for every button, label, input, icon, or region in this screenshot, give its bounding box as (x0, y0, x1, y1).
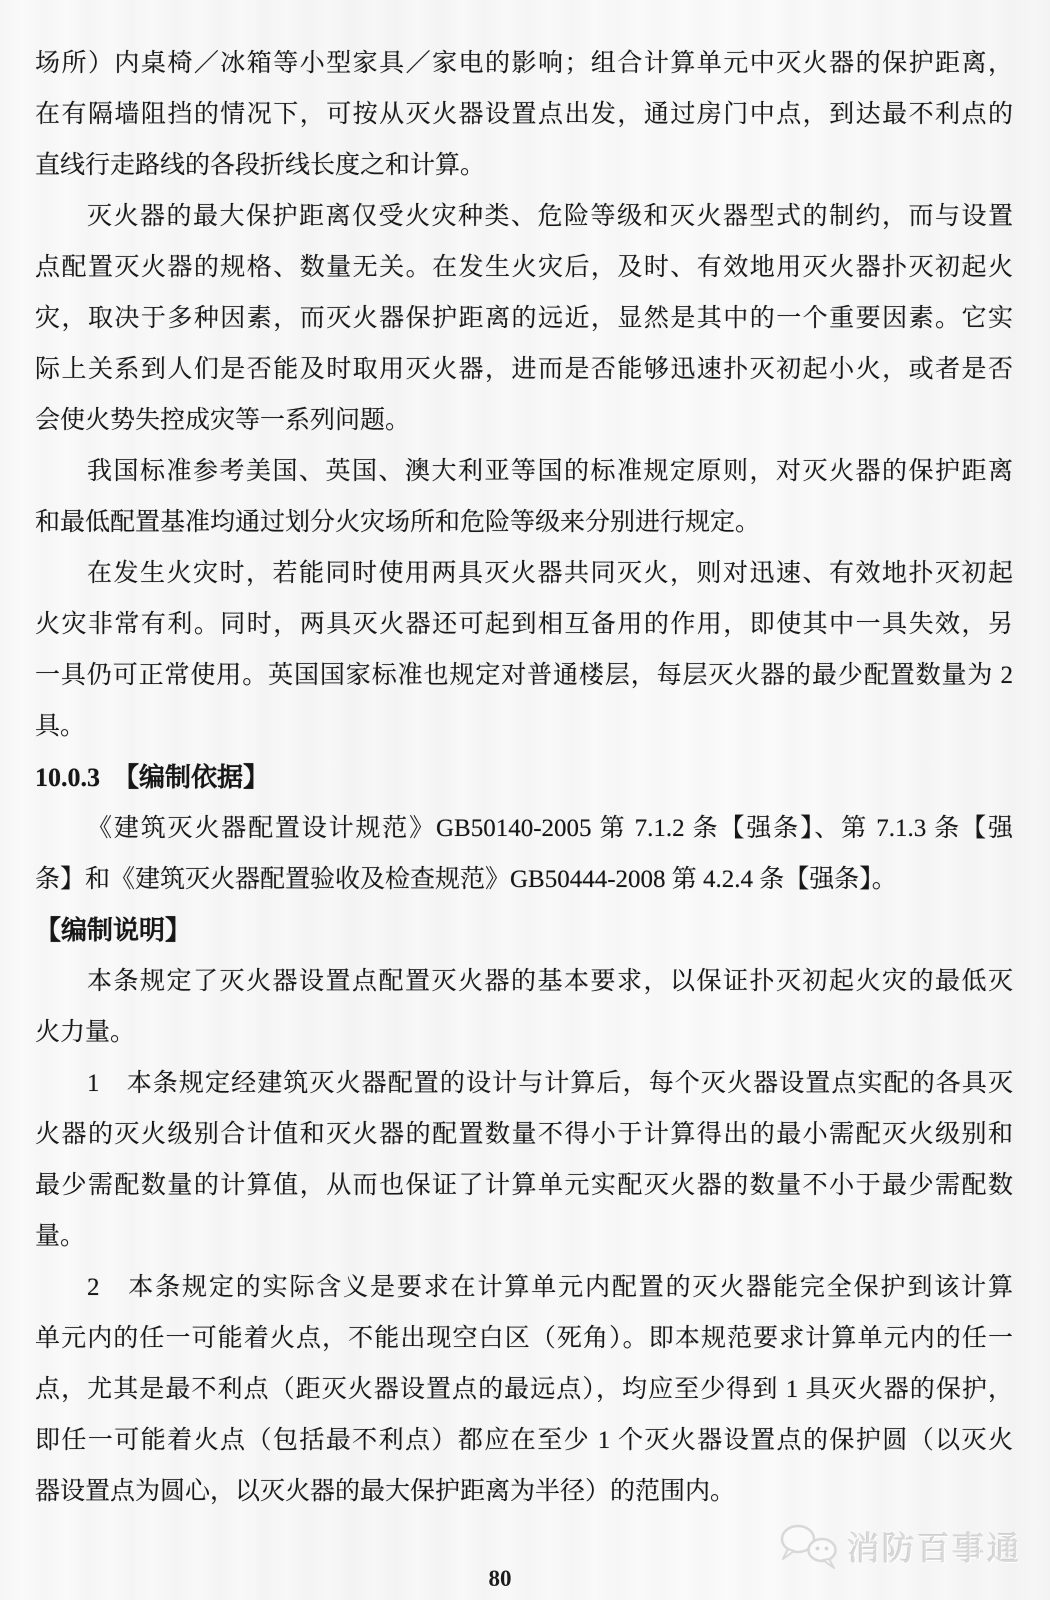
text-line: 在发生火灾时，若能同时使用两具灭火器共同灭火，则对迅速、有效地扑灭初起 (87, 560, 1013, 587)
text-line: 量。 (35, 1223, 86, 1250)
page-number: 80 (488, 1566, 512, 1591)
text-line: 灭火器的最大保护距离仅受火灾种类、危险等级和灭火器型式的制约，而与设置 (87, 203, 1013, 230)
chat-bubbles-icon (777, 1520, 843, 1572)
text-line: 点，尤其是最不利点（距灭火器设置点的最远点），均应至少得到 1 具灭火器的保护， (35, 1376, 1013, 1403)
text-line: 点配置灭火器的规格、数量无关。在发生火灾后，及时、有效地用灭火器扑灭初起火 (35, 254, 1013, 281)
numbered-item-1-line: 1 本条规定经建筑灭火器配置的设计与计算后，每个灭火器设置点实配的各具灭 (87, 1070, 1013, 1097)
text-line: 一具仍可正常使用。英国国家标准也规定对普通楼层，每层灭火器的最少配置数量为 2 (35, 662, 1013, 689)
text-line: 火器的灭火级别合计值和灭火器的配置数量不得小于计算得出的最小需配灭火级别和 (35, 1121, 1013, 1148)
text-line: 《建筑灭火器配置设计规范》GB50140-2005 第 7.1.2 条【强条】、第 7.1.3 条【强 (87, 815, 1013, 842)
text-line: 条】和《建筑灭火器配置验收及检查规范》GB50444-2008 第 4.2.4 条【强条】。 (35, 866, 897, 893)
text-line: 在有隔墙阻挡的情况下，可按从灭火器设置点出发，通过房门中点，到达最不利点的 (35, 101, 1013, 128)
text-line: 场所）内桌椅／冰箱等小型家具／家电的影响；组合计算单元中灭火器的保护距离， (35, 50, 1013, 77)
text-line: 我国标准参考美国、英国、澳大利亚等国的标准规定原则，对灭火器的保护距离 (87, 458, 1013, 485)
text-line: 具。 (35, 713, 86, 740)
text-line: 会使火势失控成灾等一系列问题。 (35, 407, 411, 434)
text-line: 际上关系到人们是否能及时取用灭火器，进而是否能够迅速扑灭初起小火，或者是否 (35, 356, 1013, 383)
text-line: 火力量。 (35, 1019, 136, 1046)
text-line: 本条规定了灭火器设置点配置灭火器的基本要求，以保证扑灭初起火灾的最低灭 (87, 968, 1013, 995)
watermark (777, 1520, 1022, 1572)
heading-compilation-basis: 10.0.3 【编制依据】 (35, 763, 270, 792)
text-line: 单元内的任一可能着火点，不能出现空白区（死角）。即本规范要求计算单元内的任一 (35, 1325, 1013, 1352)
text-line: 灾，取决于多种因素，而灭火器保护距离的远近，显然是其中的一个重要因素。它实 (35, 305, 1013, 332)
heading-compilation-notes: 【编制说明】 (35, 916, 192, 945)
text-line: 最少需配数量的计算值，从而也保证了计算单元实配灭火器的数量不小于最少需配数 (35, 1172, 1013, 1199)
text-line: 直线行走路线的各段折线长度之和计算。 (35, 152, 486, 179)
text-line: 器设置点为圆心，以灭火器的最大保护距离为半径）的范围内。 (35, 1478, 736, 1505)
text-line: 火灾非常有利。同时，两具灭火器还可起到相互备用的作用，即使其中一具失效，另 (35, 611, 1013, 638)
text-line: 和最低配置基准均通过划分火灾场所和危险等级来分别进行规定。 (35, 509, 761, 536)
document-text-block (35, 38, 1013, 1517)
text-line: 即任一可能着火点（包括最不利点）都应在至少 1 个灭火器设置点的保护圆（以灭火 (35, 1427, 1013, 1454)
numbered-item-2-line: 2 本条规定的实际含义是要求在计算单元内配置的灭火器能完全保护到该计算 (87, 1274, 1013, 1301)
watermark-label: 消防百事通 (847, 1531, 1022, 1568)
